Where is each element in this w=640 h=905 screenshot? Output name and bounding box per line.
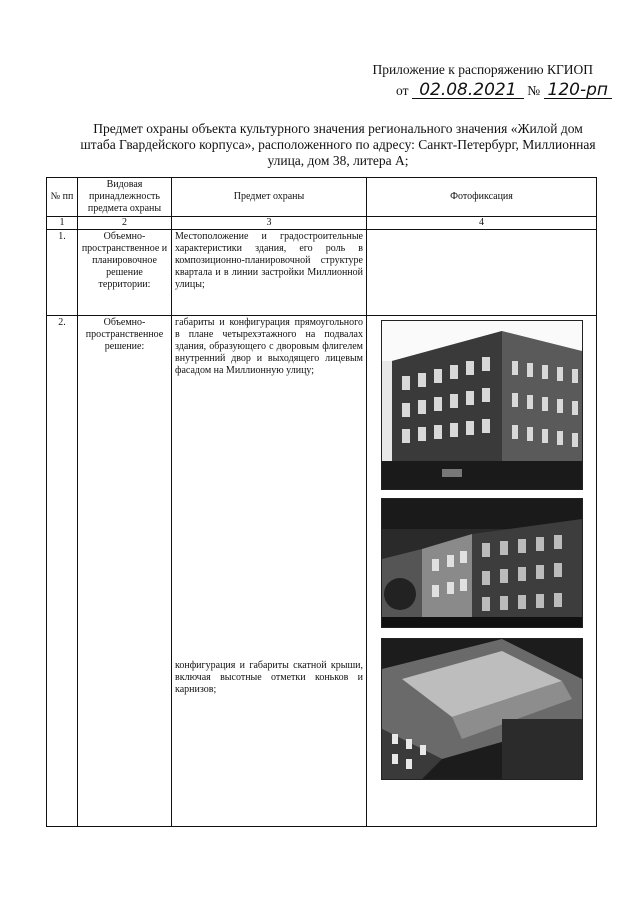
col-header-number: № пп [47, 178, 78, 217]
from-label: от [396, 83, 409, 98]
row-subject-cell [172, 316, 367, 827]
facade-photo-street [381, 498, 583, 628]
order-reference [396, 80, 612, 100]
row-subject-roof: конфигурация и габариты скатной крыши, включая высотные отметки коньков и карнизов; [175, 660, 363, 695]
order-date: 02.08.2021 [412, 83, 524, 99]
row-kind: Объемно-пространственное и планировочное решение территории: [78, 230, 172, 316]
row-subject: Местоположение и градостроительные характеристики здания, его роль в композиционно-планировочной структуре квартала и в линии застройки Миллионной улицы; [172, 230, 367, 316]
row-kind: Объемно-пространственное решение: [78, 316, 172, 827]
order-number: 120-рп [544, 83, 612, 99]
index-cell: 1 [47, 217, 78, 230]
appendix-heading: Приложение к распоряжению КГИОП [372, 62, 593, 77]
row-number: 1. [47, 230, 78, 316]
table-row [47, 230, 597, 316]
row-number: 2. [47, 316, 78, 827]
index-cell: 2 [78, 217, 172, 230]
col-header-subject: Предмет охраны [172, 178, 367, 217]
photo-stack [373, 320, 590, 780]
index-cell: 3 [172, 217, 367, 230]
document-title: Предмет охраны объекта культурного значения регионального значения «Жилой дом штаба Гвардейского корпуса», расположенного по адресу: Санкт-Петербург, Миллионная улица, дом 38, литера А; [80, 121, 596, 168]
protection-table [46, 177, 597, 827]
index-row [47, 217, 597, 230]
col-header-kind: Видовая принадлежность предмета охраны [78, 178, 172, 217]
col-header-photo: Фотофиксация [367, 178, 597, 217]
row-photo-cell [367, 230, 597, 316]
header-row [47, 178, 597, 217]
row-subject: габариты и конфигурация прямоугольного в плане четырехэтажного на подвалах здания, образующего с дворовым флигелем внутренний двор и выходящего лицевым фасадом на Миллионную улицу; [175, 317, 363, 376]
index-cell: 4 [367, 217, 597, 230]
facade-photo-perspective [381, 320, 583, 490]
roof-photo-aerial [381, 638, 583, 780]
table-row [47, 316, 597, 827]
number-label: № [527, 83, 541, 98]
row-photo-cell [367, 316, 597, 827]
